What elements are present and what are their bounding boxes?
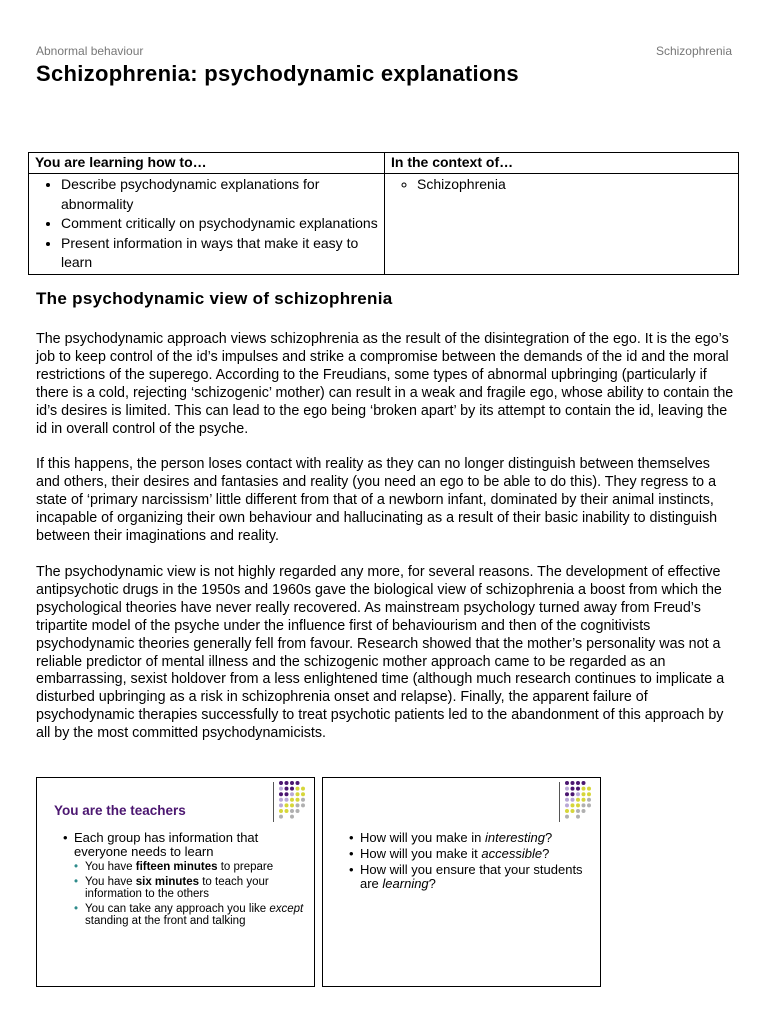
- slide-bullet-list: [339, 831, 589, 893]
- slide-sub-bullet: • You have six minutes to teach your information to the others: [74, 876, 313, 901]
- slide-bullet: [63, 831, 313, 928]
- objective-item: • Comment critically on psychodynamic explanations: [61, 214, 378, 234]
- slide-teachers: [36, 777, 315, 987]
- header-left: Abnormal behaviour: [36, 44, 144, 58]
- slide-bullet: • How will you ensure that your students are learning?: [349, 863, 589, 891]
- slide-questions: [322, 777, 601, 987]
- slide-divider-line: [273, 782, 274, 822]
- objective-item: • Present information in ways that make it easy to learn: [61, 234, 378, 273]
- slide-divider-line: [559, 782, 560, 822]
- body-paragraph: The psychodynamic approach views schizophrenia as the result of the disintegration of the ego. It is the ego’s job to keep control of the id’s impulses and strike a compromise between the demands of the id and the moral restrictions of the superego. According to the Freudians, some types of abnormal upbringing (particularly if there is a cold, rejecting ‘schizogenic’ mother) can result in a weak and fragile ego, whose ability to contain the id’s desires is limited. This can lead to the ego being ‘broken apart’ by its attempt to contain the id, leaving the id in overall control of the psyche.: [36, 331, 734, 437]
- objectives-cell-learning: [29, 174, 385, 275]
- slide-sub-list: [74, 861, 313, 928]
- page-title: Schizophrenia: psychodynamic explanations: [36, 61, 519, 86]
- slide-bullet: • How will you make it accessible?: [349, 847, 589, 861]
- slide-bullet-text: Each group has information that everyone needs to learn: [74, 830, 259, 859]
- slide-bullet-list: [53, 831, 313, 930]
- slide-sub-bullet: • You can take any approach you like except standing at the front and talking: [74, 903, 313, 928]
- dot-grid-decoration-icon: [564, 780, 594, 822]
- body-paragraph: The psychodynamic view is not highly regarded any more, for several reasons. The development of effective antipsychotic drugs in the 1950s and 1960s gave the biological view of schizophrenia a boost from which the psychological theories have never really recovered. As mainstream psychology turned away from Freud’s tripartite model of the psyche under the influence first of behaviourism and then of the cognitivists psychodynamic theories generally fell from favour. Research showed that the mother’s personality was not a reliable predictor of mental illness and the schizogenic mother approach came to be regarded as an embarrassing, sexist holdover from a less enlightened time (although much research continues to implicate a disturbed upbringing as a risk in schizophrenia onset and relapse). Finally, the apparent failure of psychodynamic therapies successfully to treat psychotic patients led to the abandonment of this approach by all by the most committed psychodynamicists.: [36, 564, 725, 742]
- slide-sub-bullet: • You have fifteen minutes to prepare: [74, 861, 313, 874]
- objective-item: • Describe psychodynamic explanations for abnormality: [61, 175, 378, 214]
- slide-title: You are the teachers: [54, 803, 186, 818]
- section-heading: The psychodynamic view of schizophrenia: [36, 289, 393, 308]
- header-right: Schizophrenia: [655, 44, 732, 58]
- context-item: ◦ Schizophrenia: [417, 175, 732, 195]
- objectives-header-learning: You are learning how to…: [29, 153, 385, 174]
- dot-grid-decoration-icon: [278, 780, 308, 822]
- objectives-cell-context: [385, 174, 739, 275]
- body-paragraph: If this happens, the person loses contact with reality as they can no longer distinguish between themselves and others, their desires and fantasies and reality (you need an ego to be able to do this). They regress to a state of ‘primary narcissism’ little different from that of a newborn infant, dominated by their animal instincts, incapable of organizing their own behaviour and hallucinating as a result of their basic inability to distinguish between their imaginations and reality.: [36, 456, 718, 544]
- objectives-header-context: In the context of…: [385, 153, 739, 174]
- objectives-table: [28, 152, 739, 275]
- slide-bullet: • How will you make in interesting?: [349, 831, 589, 845]
